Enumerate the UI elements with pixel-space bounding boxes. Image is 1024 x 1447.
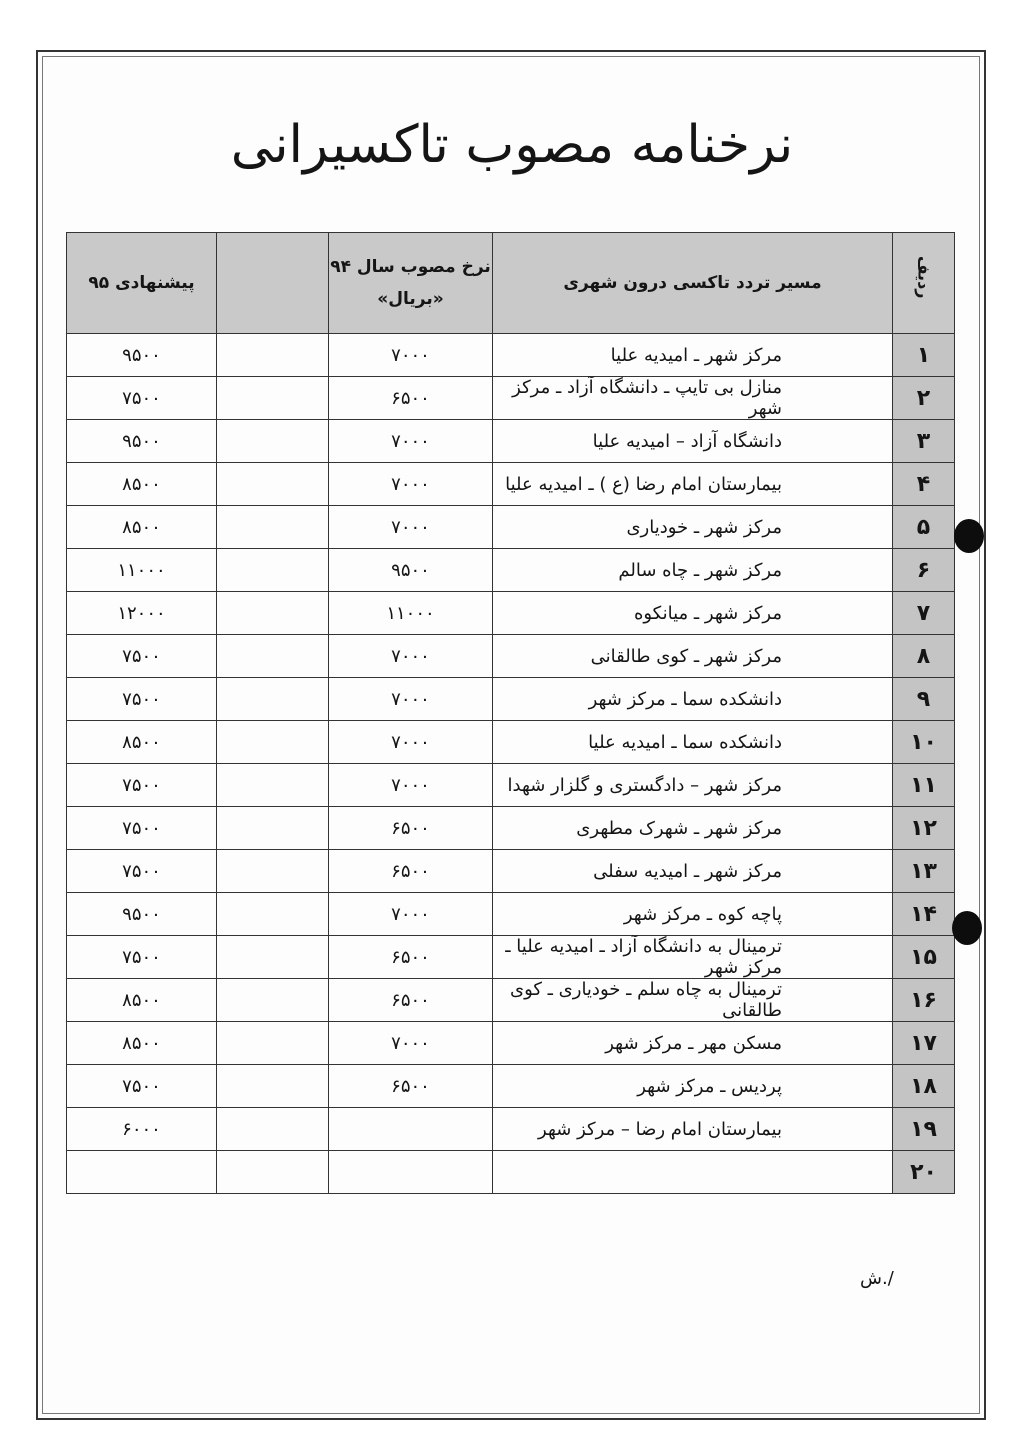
- table-row: [67, 549, 955, 592]
- proposed95-cell: ۸۵۰۰: [67, 1022, 217, 1065]
- row-number-cell: ۱۷: [893, 1022, 955, 1065]
- rate94-cell: ۷۰۰۰: [329, 893, 493, 936]
- proposed95-cell: ۷۵۰۰: [67, 936, 217, 979]
- row-number-cell: ۲۰: [893, 1151, 955, 1194]
- route-cell: مرکز شهر – دادگستری و گلزار شهدا: [493, 764, 893, 807]
- row-number-cell: ۱۹: [893, 1108, 955, 1151]
- blank-cell: [217, 377, 329, 420]
- proposed95-cell: ۷۵۰۰: [67, 1065, 217, 1108]
- blank-cell: [217, 1151, 329, 1194]
- column-header-row-number: ردیف: [893, 233, 955, 334]
- table-header-row: [67, 233, 955, 334]
- row-number-cell: ۱۲: [893, 807, 955, 850]
- table-row: [67, 678, 955, 721]
- row-number-cell: ۱۴: [893, 893, 955, 936]
- table-row: [67, 807, 955, 850]
- blank-cell: [217, 506, 329, 549]
- rate94-cell: ۷۰۰۰: [329, 506, 493, 549]
- blank-cell: [217, 1065, 329, 1108]
- column-header-route: مسیر تردد تاکسی درون شهری: [493, 233, 893, 334]
- column-header-rate94: [329, 233, 493, 334]
- table-row: [67, 764, 955, 807]
- route-cell: دانشکده سما ـ مرکز شهر: [493, 678, 893, 721]
- row-number-cell: ۷: [893, 592, 955, 635]
- table-row: [67, 979, 955, 1022]
- table-row: [67, 850, 955, 893]
- row-number-cell: ۱۵: [893, 936, 955, 979]
- route-cell: دانشکده سما ـ امیدیه علیا: [493, 721, 893, 764]
- rate94-cell: ۶۵۰۰: [329, 377, 493, 420]
- table-row: [67, 1065, 955, 1108]
- proposed95-cell: ۹۵۰۰: [67, 420, 217, 463]
- rate94-cell: ۷۰۰۰: [329, 463, 493, 506]
- table-row: [67, 377, 955, 420]
- proposed95-cell: ۷۵۰۰: [67, 678, 217, 721]
- blank-cell: [217, 979, 329, 1022]
- table-row: [67, 1151, 955, 1194]
- table-body: [67, 334, 955, 1194]
- table-row: [67, 420, 955, 463]
- proposed95-cell: ۱۱۰۰۰: [67, 549, 217, 592]
- column-header-blank: [217, 233, 329, 334]
- row-number-cell: ۵: [893, 506, 955, 549]
- rate94-header-line2: «بریال»: [377, 289, 444, 309]
- blank-cell: [217, 420, 329, 463]
- footer-note: /.ش: [860, 1268, 894, 1289]
- route-cell: مرکز شهر ـ میانکوه: [493, 592, 893, 635]
- route-cell: مرکز شهر ـ امیدیه علیا: [493, 334, 893, 377]
- blank-cell: [217, 549, 329, 592]
- rate94-cell: [329, 1151, 493, 1194]
- row-number-cell: ۹: [893, 678, 955, 721]
- rate94-cell: ۷۰۰۰: [329, 721, 493, 764]
- table-row: [67, 463, 955, 506]
- route-cell: پردیس ـ مرکز شهر: [493, 1065, 893, 1108]
- blank-cell: [217, 1108, 329, 1151]
- rate94-cell: ۱۱۰۰۰: [329, 592, 493, 635]
- blank-cell: [217, 893, 329, 936]
- route-cell: ترمینال به چاه سلم ـ خودیاری ـ کوی طالقانی: [493, 979, 893, 1022]
- rate94-cell: ۷۰۰۰: [329, 764, 493, 807]
- row-number-cell: ۶: [893, 549, 955, 592]
- blank-cell: [217, 807, 329, 850]
- proposed95-cell: ۷۵۰۰: [67, 635, 217, 678]
- row-number-cell: ۱: [893, 334, 955, 377]
- rate94-cell: ۷۰۰۰: [329, 678, 493, 721]
- rate94-cell: ۹۵۰۰: [329, 549, 493, 592]
- blank-cell: [217, 678, 329, 721]
- route-cell: مرکز شهر ـ خودیاری: [493, 506, 893, 549]
- blank-cell: [217, 334, 329, 377]
- proposed95-cell: ۷۵۰۰: [67, 850, 217, 893]
- row-number-cell: ۱۱: [893, 764, 955, 807]
- route-cell: [493, 1151, 893, 1194]
- row-number-cell: ۱۰: [893, 721, 955, 764]
- rate94-cell: ۷۰۰۰: [329, 1022, 493, 1065]
- rate94-cell: ۶۵۰۰: [329, 936, 493, 979]
- rate94-cell: ۶۵۰۰: [329, 1065, 493, 1108]
- blank-cell: [217, 721, 329, 764]
- blank-cell: [217, 592, 329, 635]
- proposed95-cell: ۸۵۰۰: [67, 463, 217, 506]
- proposed95-cell: [67, 1151, 217, 1194]
- rate94-cell: ۷۰۰۰: [329, 420, 493, 463]
- rate94-cell: ۷۰۰۰: [329, 334, 493, 377]
- route-cell: ترمینال به دانشگاه آزاد ـ امیدیه علیا ـ مرکز شهر: [493, 936, 893, 979]
- table-row: [67, 506, 955, 549]
- rate-table: [66, 232, 955, 1194]
- page-title: نرخنامه مصوب تاکسیرانی: [230, 115, 794, 175]
- route-cell: مرکز شهر ـ چاه سالم: [493, 549, 893, 592]
- column-header-proposed95: پیشنهادی ۹۵: [67, 233, 217, 334]
- row-number-cell: ۴: [893, 463, 955, 506]
- rate94-cell: [329, 1108, 493, 1151]
- table-row: [67, 1108, 955, 1151]
- table-row: [67, 721, 955, 764]
- table-row: [67, 936, 955, 979]
- route-cell: منازل بی تایپ ـ دانشگاه آزاد ـ مرکز شهر: [493, 377, 893, 420]
- proposed95-cell: ۸۵۰۰: [67, 721, 217, 764]
- row-number-cell: ۱۸: [893, 1065, 955, 1108]
- punch-hole: [954, 519, 984, 553]
- row-number-cell: ۱۶: [893, 979, 955, 1022]
- proposed95-cell: ۶۰۰۰: [67, 1108, 217, 1151]
- proposed95-cell: ۸۵۰۰: [67, 506, 217, 549]
- table-row: [67, 592, 955, 635]
- row-number-cell: ۸: [893, 635, 955, 678]
- punch-hole: [952, 911, 982, 945]
- table-row: [67, 635, 955, 678]
- blank-cell: [217, 463, 329, 506]
- route-cell: بیمارستان امام رضا (ع ) ـ امیدیه علیا: [493, 463, 893, 506]
- route-cell: مرکز شهر ـ کوی طالقانی: [493, 635, 893, 678]
- route-cell: مرکز شهر ـ امیدیه سفلی: [493, 850, 893, 893]
- route-cell: دانشگاه آزاد – امیدیه علیا: [493, 420, 893, 463]
- blank-cell: [217, 936, 329, 979]
- table-row: [67, 1022, 955, 1065]
- blank-cell: [217, 635, 329, 678]
- proposed95-cell: ۱۲۰۰۰: [67, 592, 217, 635]
- proposed95-cell: ۸۵۰۰: [67, 979, 217, 1022]
- row-number-cell: ۳: [893, 420, 955, 463]
- proposed95-cell: ۷۵۰۰: [67, 377, 217, 420]
- rate94-cell: ۶۵۰۰: [329, 979, 493, 1022]
- route-cell: بیمارستان امام رضا – مرکز شهر: [493, 1108, 893, 1151]
- row-number-cell: ۲: [893, 377, 955, 420]
- proposed95-cell: ۷۵۰۰: [67, 764, 217, 807]
- route-cell: پاچه کوه ـ مرکز شهر: [493, 893, 893, 936]
- table-row: [67, 893, 955, 936]
- proposed95-cell: ۷۵۰۰: [67, 807, 217, 850]
- blank-cell: [217, 850, 329, 893]
- blank-cell: [217, 764, 329, 807]
- blank-cell: [217, 1022, 329, 1065]
- proposed95-cell: ۹۵۰۰: [67, 893, 217, 936]
- proposed95-cell: ۹۵۰۰: [67, 334, 217, 377]
- table-row: [67, 334, 955, 377]
- rate94-cell: ۶۵۰۰: [329, 850, 493, 893]
- rate94-header-line1: نرخ مصوب سال ۹۴: [330, 257, 491, 277]
- rate94-cell: ۷۰۰۰: [329, 635, 493, 678]
- rate94-cell: ۶۵۰۰: [329, 807, 493, 850]
- route-cell: مرکز شهر ـ شهرک مطهری: [493, 807, 893, 850]
- row-number-cell: ۱۳: [893, 850, 955, 893]
- route-cell: مسکن مهر ـ مرکز شهر: [493, 1022, 893, 1065]
